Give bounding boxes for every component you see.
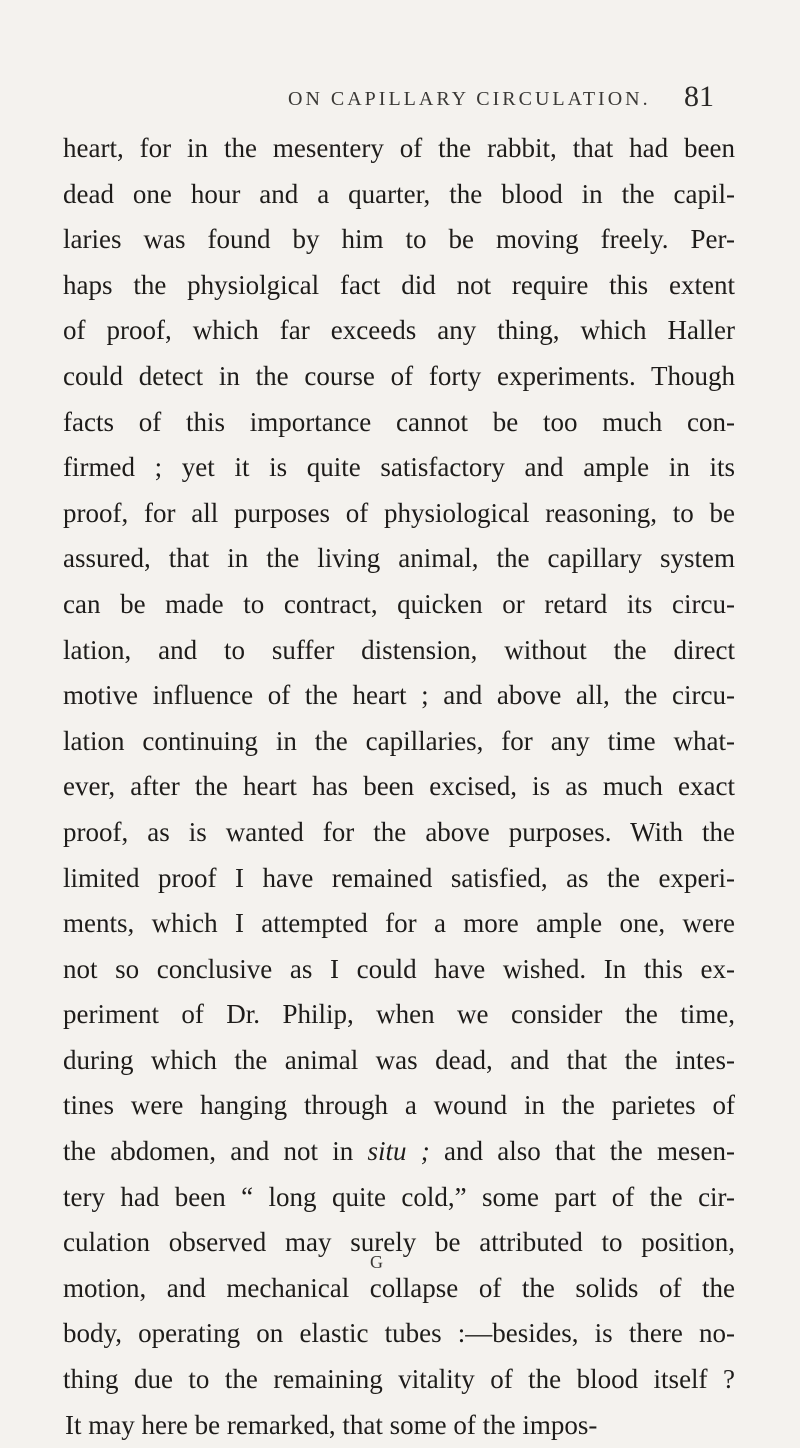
text-line-19: not so conclusive as I could have wished. In this ex-: [63, 953, 735, 984]
text-line-26: motion, and mechanical collapse of the solids of the: [63, 1272, 735, 1303]
text-line-6: could detect in the course of forty experiments. Though: [63, 360, 735, 391]
text-line-23-start: the abdomen, and not in: [63, 1136, 368, 1167]
signature-mark: G: [370, 1252, 383, 1272]
text-line-20: periment of Dr. Philip, when we consider the time,: [63, 999, 735, 1030]
text-line-17: limited proof I have remained satisfied, as the experi-: [63, 862, 735, 893]
text-line-15: ever, after the heart has been excised, is as much exact: [63, 771, 735, 802]
text-line-16: proof, as is wanted for the above purposes. With the: [63, 816, 735, 847]
running-head: [0, 78, 800, 118]
text-line-27: body, operating on elastic tubes :—besides, is there no-: [63, 1318, 735, 1349]
text-line-21: during which the animal was dead, and that the intes-: [63, 1044, 735, 1075]
text-line-25: culation observed may surely be attributed to position,: [63, 1227, 735, 1258]
text-line-23: [63, 1129, 735, 1175]
italic-situ: situ ;: [367, 1136, 430, 1167]
text-line-8: firmed ; yet it is quite satisfactory and ample in its: [63, 452, 735, 483]
text-line-1: heart, for in the mesentery of the rabbit, that had been: [63, 133, 735, 163]
text-line-13: motive influence of the heart ; and above all, the circu-: [63, 680, 735, 711]
text-line-5: of proof, which far exceeds any thing, which Haller: [63, 315, 735, 346]
text-line-23-end: and also that the mesen-: [429, 1136, 735, 1167]
text-line-2: dead one hour and a quarter, the blood in the capil-: [63, 178, 735, 209]
text-line-7: facts of this importance cannot be too much con-: [63, 406, 735, 437]
text-line-10: assured, that in the living animal, the capillary system: [63, 543, 735, 574]
text-line-3: laries was found by him to be moving freely. Per-: [63, 224, 735, 255]
text-line-18: ments, which I attempted for a more ample one, were: [63, 908, 735, 939]
text-line-28: thing due to the remaining vitality of the blood itself ?: [63, 1364, 735, 1395]
text-line-9: proof, for all purposes of physiological reasoning, to be: [63, 497, 735, 528]
text-line-24: tery had been “ long quite cold,” some part of the cir-: [63, 1181, 735, 1212]
text-line-22: tines were hanging through a wound in the parietes of: [63, 1090, 735, 1121]
body-text: [63, 126, 735, 1448]
running-title: ON CAPILLARY CIRCULATION.: [288, 88, 651, 110]
text-line-11: can be made to contract, quicken or retard its circu-: [63, 588, 735, 619]
text-line-14: lation continuing in the capillaries, for any time what-: [63, 725, 735, 756]
text-line-12: lation, and to suffer distension, without the direct: [63, 634, 735, 665]
page-number: 81: [684, 80, 714, 113]
text-line-29: It may here be remarked, that some of the impos-: [65, 1409, 598, 1440]
text-line-4: haps the physiolgical fact did not require this extent: [63, 269, 735, 300]
